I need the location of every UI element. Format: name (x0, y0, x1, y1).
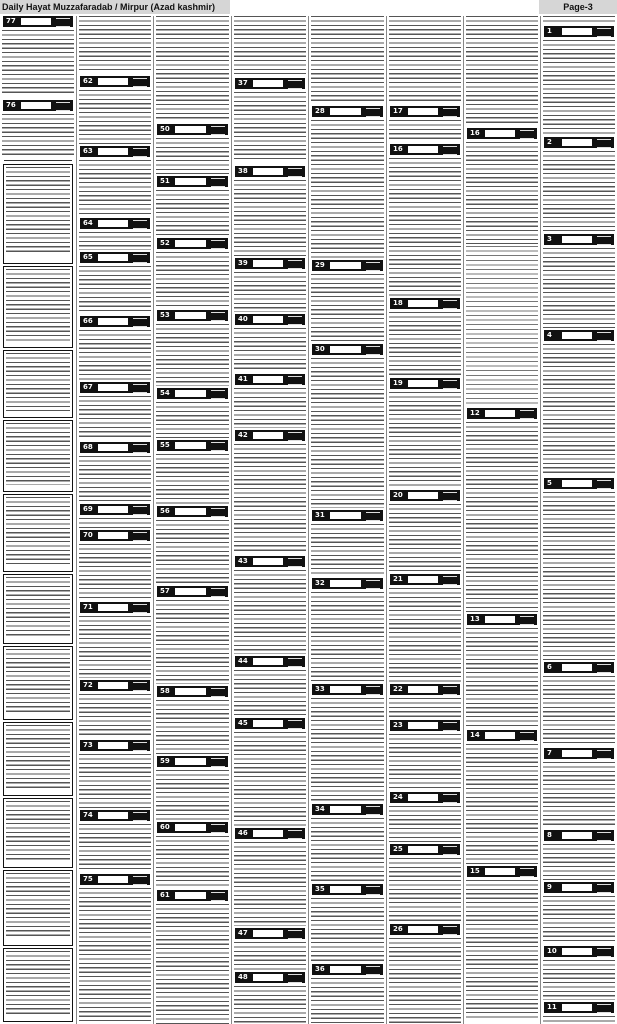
text-block (79, 330, 151, 380)
ad-label: 69 (80, 504, 150, 515)
text-block (2, 114, 74, 156)
ad-label: 31 (312, 510, 383, 521)
ad-label: 60 (157, 822, 228, 833)
ad-label: 12 (467, 408, 537, 419)
text-block (311, 274, 384, 342)
text-block (79, 16, 151, 72)
text-block (234, 328, 306, 372)
text-block (311, 978, 384, 1024)
text-block (389, 734, 461, 790)
text-block (311, 698, 384, 802)
text-block (156, 600, 229, 684)
ad-label: 75 (80, 874, 150, 885)
text-block (543, 1016, 615, 1024)
text-block (79, 888, 151, 1024)
ad-label: 20 (390, 490, 460, 501)
ad-label: 44 (235, 656, 305, 667)
ad-label: 10 (544, 946, 614, 957)
ad-label: 51 (157, 176, 228, 187)
notice-box (3, 494, 73, 572)
ad-column-6 (154, 16, 231, 1024)
ad-label: 4 (544, 330, 614, 341)
text-block (156, 454, 229, 504)
text-block (6, 649, 70, 713)
ad-column-4 (309, 16, 386, 1024)
text-block (311, 120, 384, 258)
text-block (79, 160, 151, 216)
ad-label: 42 (235, 430, 305, 441)
page-number: Page-3 (539, 0, 617, 14)
ad-label: 66 (80, 316, 150, 327)
text-block (543, 762, 615, 828)
text-block (234, 180, 306, 256)
text-block (79, 824, 151, 872)
text-block (79, 694, 151, 738)
text-block (543, 960, 615, 1000)
text-block (389, 858, 461, 922)
ad-label: 5 (544, 478, 614, 489)
text-block (311, 592, 384, 682)
text-block (156, 402, 229, 438)
ad-label: 76 (3, 100, 73, 111)
header-title: Daily Hayat Muzzafaradab / Mirpur (Azad kashmir) (0, 0, 230, 14)
ad-label: 39 (235, 258, 305, 269)
text-block (156, 252, 229, 308)
text-block (156, 836, 229, 888)
text-block (466, 880, 538, 1020)
notice-box (3, 870, 73, 946)
ad-label: 48 (235, 972, 305, 983)
text-block (466, 422, 538, 612)
text-block (79, 232, 151, 250)
text-block (6, 577, 70, 637)
ad-label: 72 (80, 680, 150, 691)
ad-label: 9 (544, 882, 614, 893)
text-block (156, 520, 229, 584)
ad-label: 26 (390, 924, 460, 935)
text-block (156, 770, 229, 820)
text-block (389, 938, 461, 1024)
text-block (389, 698, 461, 718)
ad-label: 6 (544, 662, 614, 673)
ad-label: 59 (157, 756, 228, 767)
ad-label: 36 (312, 964, 383, 975)
text-block (6, 167, 70, 253)
text-block (543, 16, 615, 24)
text-block (466, 246, 538, 406)
ad-label: 33 (312, 684, 383, 695)
text-block (234, 272, 306, 312)
text-block (389, 158, 461, 296)
ad-label: 22 (390, 684, 460, 695)
ad-label: 3 (544, 234, 614, 245)
ad-label: 17 (390, 106, 460, 117)
text-block (234, 732, 306, 826)
text-block (79, 754, 151, 808)
text-block (466, 142, 538, 244)
ad-label: 29 (312, 260, 383, 271)
ad-label: 74 (80, 810, 150, 821)
ad-column-5 (232, 16, 308, 1024)
text-block (234, 388, 306, 428)
ad-label: 8 (544, 830, 614, 841)
ad-label: 23 (390, 720, 460, 731)
text-block (311, 524, 384, 576)
ad-label: 32 (312, 578, 383, 589)
text-block (156, 190, 229, 236)
ad-column-1 (541, 16, 617, 1024)
ad-label: 35 (312, 884, 383, 895)
separator (4, 160, 72, 161)
ad-label: 40 (235, 314, 305, 325)
ad-label: 58 (157, 686, 228, 697)
text-block (311, 358, 384, 508)
text-block (79, 518, 151, 528)
text-block (6, 951, 70, 1015)
ad-label: 50 (157, 124, 228, 135)
text-block (389, 504, 461, 572)
ad-label: 21 (390, 574, 460, 585)
text-block (543, 676, 615, 746)
text-block (6, 497, 70, 565)
text-block (234, 570, 306, 654)
notice-box (3, 722, 73, 796)
text-block (6, 873, 70, 939)
ad-label: 43 (235, 556, 305, 567)
ad-column-7 (77, 16, 153, 1024)
text-block (543, 896, 615, 944)
notice-box (3, 420, 73, 492)
ad-label: 55 (157, 440, 228, 451)
notice-box (3, 574, 73, 644)
text-block (389, 392, 461, 488)
ad-label: 19 (390, 378, 460, 389)
ad-label: 46 (235, 828, 305, 839)
text-block (543, 151, 615, 231)
ad-label: 28 (312, 106, 383, 117)
ad-label: 61 (157, 890, 228, 901)
ad-label: 1 (544, 26, 614, 37)
text-block (79, 616, 151, 678)
text-block (79, 456, 151, 502)
ad-label: 67 (80, 382, 150, 393)
text-block (466, 744, 538, 864)
text-block (311, 898, 384, 962)
ad-label: 77 (3, 16, 73, 27)
ad-label: 34 (312, 804, 383, 815)
text-block (234, 986, 306, 1024)
text-block (156, 904, 229, 1024)
text-block (389, 16, 461, 102)
ad-label: 64 (80, 218, 150, 229)
text-block (156, 324, 229, 386)
text-block (311, 16, 384, 102)
notice-box (3, 798, 73, 868)
notice-box (3, 350, 73, 418)
text-block (543, 248, 615, 328)
text-block (234, 942, 306, 970)
ad-label: 38 (235, 166, 305, 177)
ad-label: 7 (544, 748, 614, 759)
ad-label: 25 (390, 844, 460, 855)
text-block (234, 16, 306, 74)
text-block (6, 269, 70, 341)
text-block (6, 725, 70, 789)
ad-label: 45 (235, 718, 305, 729)
ad-label: 54 (157, 388, 228, 399)
ad-label: 16 (390, 144, 460, 155)
ad-label: 56 (157, 506, 228, 517)
ad-label: 73 (80, 740, 150, 751)
ad-label: 16 (467, 128, 537, 139)
ad-label: 13 (467, 614, 537, 625)
text-block (6, 423, 70, 485)
ad-label: 47 (235, 928, 305, 939)
ad-column-8 (0, 16, 76, 1024)
text-block (543, 844, 615, 880)
text-block (6, 353, 70, 411)
text-block (234, 670, 306, 716)
ad-column-3 (387, 16, 463, 1024)
ad-label: 68 (80, 442, 150, 453)
notice-box (3, 266, 73, 348)
text-block (543, 40, 615, 135)
text-block (543, 492, 615, 660)
ad-label: 62 (80, 76, 150, 87)
ad-label: 41 (235, 374, 305, 385)
text-block (79, 266, 151, 314)
ad-label: 52 (157, 238, 228, 249)
ad-label: 53 (157, 310, 228, 321)
ad-label: 14 (467, 730, 537, 741)
text-block (543, 344, 615, 476)
ad-label: 11 (544, 1002, 614, 1013)
ad-label: 15 (467, 866, 537, 877)
ad-label: 71 (80, 602, 150, 613)
ad-label: 63 (80, 146, 150, 157)
ad-label: 2 (544, 137, 614, 148)
text-block (389, 588, 461, 682)
text-block (389, 312, 461, 376)
text-block (311, 818, 384, 882)
ad-label: 70 (80, 530, 150, 541)
ad-label: 24 (390, 792, 460, 803)
ad-label: 30 (312, 344, 383, 355)
text-block (79, 90, 151, 144)
notice-box (3, 646, 73, 720)
text-block (234, 444, 306, 554)
text-block (389, 806, 461, 842)
notice-box (3, 948, 73, 1022)
ad-label: 65 (80, 252, 150, 263)
text-block (466, 16, 538, 124)
notice-box (3, 164, 73, 264)
text-block (466, 628, 538, 728)
text-block (6, 801, 70, 861)
text-block (156, 700, 229, 754)
ad-label: 18 (390, 298, 460, 309)
text-block (234, 842, 306, 926)
text-block (156, 16, 229, 120)
text-block (2, 30, 74, 96)
text-block (79, 396, 151, 440)
ad-label: 57 (157, 586, 228, 597)
ad-column-2 (464, 16, 540, 1024)
ad-label: 37 (235, 78, 305, 89)
text-block (234, 92, 306, 162)
text-block (156, 138, 229, 174)
text-block (389, 120, 461, 142)
text-block (79, 544, 151, 600)
